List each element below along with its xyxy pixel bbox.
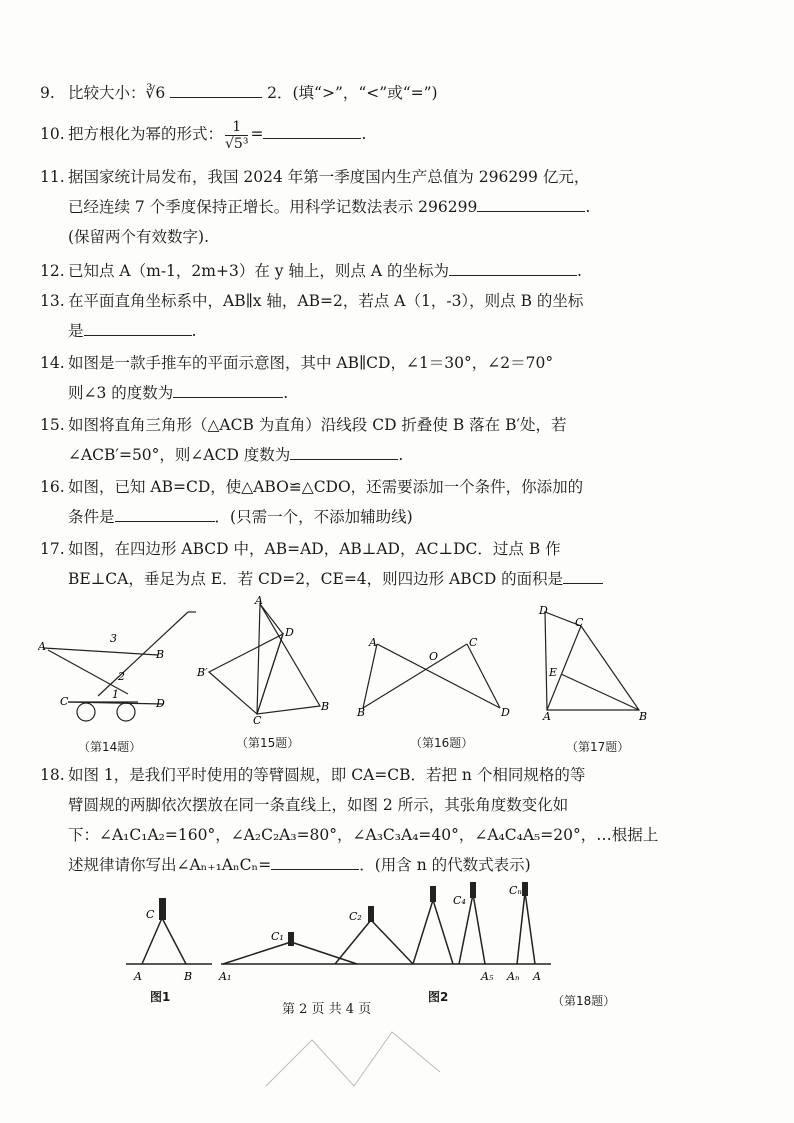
label-e: E	[549, 666, 558, 679]
label-d: D	[156, 697, 165, 710]
question-text: 如图，在四边形 ABCD 中，AB=AD，AB⊥AD，AC⊥DC．过点 B 作	[68, 540, 561, 558]
question-text: .	[191, 322, 197, 340]
label-c4: C₄	[453, 894, 466, 907]
answer-blank[interactable]	[449, 257, 577, 276]
question-text: ∠ACB′=50°，则∠ACD 度数为	[68, 446, 291, 464]
question-text: (保留两个有效数字).	[68, 228, 210, 246]
segment-bc	[363, 644, 467, 708]
fraction-denominator: √5³	[225, 135, 249, 152]
question-number: 15.	[40, 416, 65, 434]
question-number: 18.	[40, 766, 65, 784]
question-13	[40, 286, 760, 346]
question-text: .	[398, 446, 404, 464]
question-text: ．(只需一个，不添加辅助线)	[214, 508, 413, 526]
compass-leg-b	[162, 918, 186, 964]
question-number: 13.	[40, 292, 65, 310]
answer-blank[interactable]	[271, 851, 359, 870]
label-b: B	[357, 706, 366, 719]
caption-fig16: （第16题）	[410, 736, 474, 750]
question-number: 9.	[40, 84, 55, 102]
question-text: .	[585, 198, 591, 216]
label-c: C	[146, 908, 155, 921]
question-text: 条件是	[68, 508, 115, 526]
label-b: B	[639, 710, 648, 723]
question-18	[40, 760, 760, 880]
label-b: B	[156, 648, 165, 661]
strut-line	[98, 612, 188, 696]
answer-blank[interactable]	[170, 79, 262, 98]
question-text: 在平面直角坐标系中，AB∥x 轴，AB=2，若点 A（1，-3），则点 B 的坐标	[68, 292, 584, 310]
label-an: Aₙ	[507, 970, 520, 983]
question-number: 10.	[40, 125, 65, 143]
line-ab	[44, 648, 158, 655]
figure-16	[355, 636, 515, 721]
label-c: C	[60, 695, 69, 708]
caption-fig17: （第17题）	[566, 740, 630, 754]
label-c: C	[575, 616, 584, 629]
question-text: =	[250, 125, 264, 143]
label-d: D	[285, 626, 294, 639]
caption-fig18-1: 图1	[150, 990, 171, 1004]
label-a5: A₅	[481, 970, 494, 983]
question-text: 述规律请你写出∠Aₙ₊₁AₙCₙ=	[68, 856, 272, 874]
question-16	[40, 472, 760, 532]
question-text: 是	[68, 322, 84, 340]
question-number: 14.	[40, 354, 65, 372]
label-an1: A	[533, 970, 541, 983]
question-text: .	[283, 384, 289, 402]
question-number: 11.	[40, 168, 65, 186]
segment-ab	[363, 644, 377, 708]
label-d: D	[501, 706, 510, 719]
label-c: C	[469, 636, 478, 649]
label-a: A	[134, 970, 142, 983]
label-3: 3	[110, 632, 117, 645]
fraction-numerator: 1	[225, 119, 248, 136]
question-text: 如图是一款手推车的平面示意图，其中 AB∥CD，∠1＝30°，∠2＝70°	[68, 354, 554, 372]
question-10	[40, 112, 760, 156]
label-c: C	[253, 714, 262, 726]
label-b: B	[321, 700, 330, 713]
question-text: 如图将直角三角形（△ACB 为直角）沿线段 CD 折叠使 B 落在 B′处，若	[68, 416, 567, 434]
question-text: BE⊥CA，垂足为点 E．若 CD=2，CE=4，则四边形 ABCD 的面积是	[68, 570, 564, 588]
question-12	[40, 256, 760, 286]
compass-handle	[159, 898, 166, 920]
figure-18-2	[215, 880, 555, 988]
label-a: A	[255, 596, 263, 607]
figure-17	[535, 606, 655, 726]
question-text: ．(用含 n 的代数式表示)	[359, 856, 531, 874]
segment-cd	[467, 644, 500, 708]
figure-14	[38, 610, 198, 730]
caption-fig14: （第14题）	[78, 740, 142, 754]
compass-leg-a	[142, 918, 162, 964]
question-17	[40, 534, 760, 594]
math-expression: ∛6	[145, 84, 166, 102]
bleed-through-figure	[262, 1022, 462, 1092]
question-text: 则∠3 的度数为	[68, 384, 174, 402]
answer-blank[interactable]	[84, 317, 192, 336]
wheel-left	[77, 703, 95, 721]
label-b: B	[184, 970, 193, 983]
question-9	[40, 78, 760, 108]
caption-fig18-2: 图2	[428, 990, 449, 1004]
question-text: 已经连续 7 个季度保持正增长。用科学记数法表示 296299	[68, 198, 478, 216]
label-1: 1	[112, 688, 119, 701]
label-c2: C₂	[349, 910, 362, 923]
question-text: 如图 1，是我们平时使用的等臂圆规，即 CA=CB．若把 n 个相同规格的等	[68, 766, 586, 784]
answer-blank[interactable]	[115, 503, 215, 522]
answer-blank[interactable]	[563, 565, 603, 584]
question-11	[40, 162, 760, 252]
question-14	[40, 348, 760, 408]
question-text: 把方根化为幂的形式：	[68, 125, 224, 143]
question-text: 臂圆规的两脚依次摆放在同一条直线上，如图 2 所示，其张角度数变化如	[68, 796, 569, 814]
segment-ad	[377, 644, 500, 708]
label-a: A	[543, 710, 551, 723]
answer-blank[interactable]	[263, 120, 361, 139]
figure-18-1	[120, 888, 220, 988]
question-text: 据国家统计局发布，我国 2024 年第一季度国内生产总值为 296299 亿元，	[68, 168, 590, 186]
question-text: 如图，已知 AB=CD，使△ABO≌△CDO，还需要添加一个条件，你添加的	[68, 478, 584, 496]
quadrilateral-abcd	[545, 612, 639, 710]
label-c1: C₁	[271, 930, 284, 943]
label-o: O	[429, 650, 439, 663]
label-a: A	[38, 640, 46, 653]
label-b-prime: B′	[197, 666, 208, 679]
figure-15	[195, 596, 340, 726]
question-text: 比较大小：	[68, 84, 146, 102]
caption-fig15: （第15题）	[236, 736, 300, 750]
wheel-right	[117, 703, 135, 721]
answer-blank[interactable]	[290, 441, 398, 460]
label-a: A	[369, 636, 377, 649]
question-number: 17.	[40, 540, 65, 558]
fraction	[225, 119, 248, 152]
folded-triangle	[209, 634, 283, 714]
question-text: 2．(填“>”，“<”或“=”)	[267, 84, 438, 102]
answer-blank[interactable]	[477, 193, 585, 212]
label-cn: Cₙ	[509, 884, 522, 897]
question-text: .	[577, 262, 582, 280]
label-d: D	[539, 606, 548, 617]
question-15	[40, 410, 760, 470]
label-2: 2	[118, 670, 125, 683]
question-number: 16.	[40, 478, 65, 496]
answer-blank[interactable]	[173, 379, 283, 398]
page-footer: 第 2 页 共 4 页	[282, 1002, 372, 1017]
caption-fig18: （第18题）	[552, 994, 616, 1008]
question-text: .	[361, 125, 367, 143]
question-text: 下：∠A₁C₁A₂=160°，∠A₂C₂A₃=80°，∠A₃C₃A₄=40°，∠A₄C₄A₅=20°，…根据上	[68, 826, 659, 844]
triangle-acb	[257, 604, 320, 714]
label-a1: A₁	[219, 970, 232, 983]
question-text: 已知点 A（m-1，2m+3）在 y 轴上，则点 A 的坐标为	[68, 262, 449, 280]
question-number: 12.	[40, 262, 65, 280]
